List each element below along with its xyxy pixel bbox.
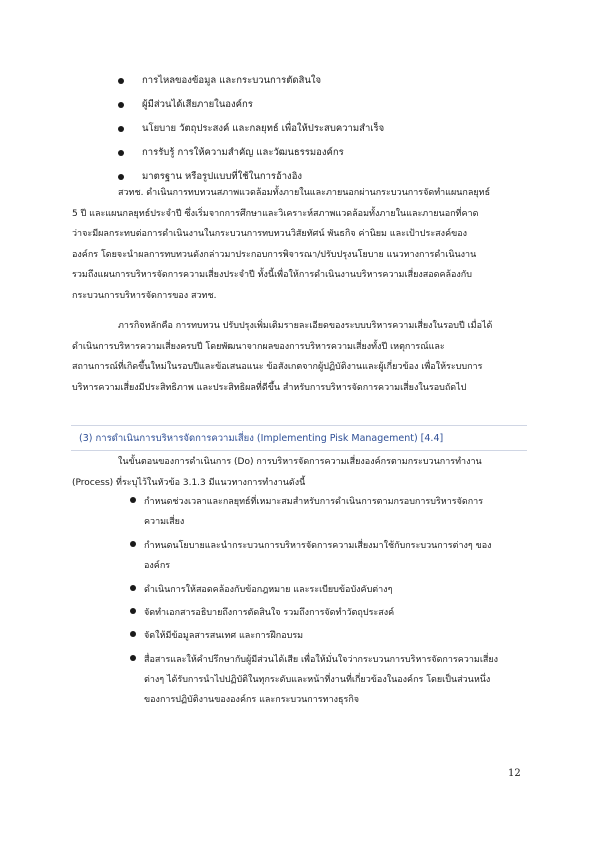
paragraph-line: รวมถึงแผนการบริหารจัดการความเสี่ยงประจำปี ทั้งนี้เพื่อให้การดำเนินงานบริหารความเสี่ยงสอดคล้องกับ: [72, 270, 472, 280]
bullet-icon: [118, 102, 124, 108]
bullet-line: ของการปฏิบัติงานขององค์กร และกระบวนการทางธุรกิจ: [144, 695, 360, 705]
section-heading-box: [71, 425, 527, 451]
list-item: [118, 146, 538, 170]
bullet-line: ความเสี่ยง: [144, 517, 185, 527]
paragraph-line: สถานการณ์ที่เกิดขึ้นใหม่ในรอบปีและข้อเสนอแนะ ข้อสังเกตจากผู้ปฏิบัติงานและผู้เกี่ยวข้อง เพื่อให้ระบบการ: [72, 362, 483, 372]
bullet-text: การรับรู้ การให้ความสำคัญ และวัฒนธรรมองค์กร: [142, 147, 344, 158]
paragraph-do-step: [72, 452, 528, 493]
paragraph-mission: [72, 316, 528, 398]
bullet-line: ต่างๆ ได้รับการนำไปปฏิบัติในทุกระดับและหน้าที่งานที่เกี่ยวข้องในองค์กร โดยเป็นส่วนหนึ่ง: [144, 675, 491, 685]
bullet-icon: [130, 585, 136, 591]
bullet-line: สื่อสารและให้คำปรึกษากับผู้มีส่วนได้เสีย เพื่อให้มั่นใจว่ากระบวนการบริหารจัดการความเสี่ยง: [144, 655, 499, 665]
page-number: 12: [508, 768, 521, 779]
paragraph-line: องค์กร โดยจะนำผลการทบทวนดังกล่าวมาประกอบการพิจารณา/ปรับปรุงนโยบาย แนวทางการดำเนินงาน: [72, 249, 477, 260]
bullet-text: มาตรฐาน หรือรูปแบบที่ใช้ในการอ้างอิง: [142, 171, 303, 182]
bullet-line: ดำเนินการให้สอดคล้องกับข้อกฎหมาย และระเบียบข้อบังคับต่างๆ: [144, 585, 393, 595]
bullet-icon: [130, 631, 136, 637]
paragraph-line: ดำเนินการบริหารความเสี่ยงครบปี โดยพัฒนาจากผลของการบริหารความเสี่ยงทั้งปี เหตุการณ์และ: [72, 341, 445, 352]
bullet-icon: [130, 655, 136, 661]
paragraph-line: 5 ปี และแผนกลยุทธ์ประจำปี ซึ่งเริ่มจากการศึกษาและวิเคราะห์สภาพแวดล้อมทั้งภายในและภายนอกที่คาด: [72, 208, 479, 219]
list-item: [118, 122, 538, 146]
bullet-text: [144, 603, 394, 623]
bullet-line: องค์กร: [144, 561, 171, 571]
paragraph-line: กระบวนการบริหารจัดการของ สวทช.: [72, 290, 217, 301]
bullet-text: [144, 580, 392, 600]
paragraph-line: ในขั้นตอนของการดำเนินการ (Do) การบริหารจัดการความเสี่ยงองค์กรตามกระบวนการทำงาน: [118, 457, 482, 467]
paragraph-line: ว่าจะมีผลกระทบต่อการดำเนินงานในกระบวนการทบทวนวิสัยทัศน์ พันธกิจ ค่านิยม และเป้าประสงค์ของ: [72, 229, 468, 239]
paragraph-line: ภารกิจหลักคือ การทบทวน ปรับปรุงเพิ่มเติมรายละเอียดของระบบบริหารความเสี่ยงในรอบปี เมื่อได้: [118, 321, 493, 331]
bullet-text: [144, 626, 303, 646]
bullet-icon: [130, 608, 136, 614]
bullet-icon: [118, 78, 124, 84]
bullet-line: จัดทำเอกสารอธิบายถึงการตัดสินใจ รวมถึงการจัดทำวัตถุประสงค์: [144, 608, 395, 618]
paragraph-line: บริหารความเสี่ยงมีประสิทธิภาพ และประสิทธิผลที่ดีขึ้น สำหรับการบริหารจัดการความเสี่ยงในรอบถัดไป: [72, 382, 467, 393]
bullet-line: กำหนดช่วงเวลาและกลยุทธ์ที่เหมาะสมสำหรับการดำเนินการตามกรอบการบริหารจัดการ: [144, 497, 484, 507]
bullet-text: ผู้มีส่วนได้เสียภายในองค์กร: [142, 99, 253, 110]
list-item: [118, 74, 538, 98]
bullet-icon: [118, 174, 124, 180]
bullet-text: [144, 536, 492, 576]
bullet-icon: [118, 126, 124, 132]
bullet-icon: [130, 541, 136, 547]
top-bullet-list: [118, 74, 538, 194]
bullet-icon: [130, 497, 136, 503]
paragraph-line: (Process) ที่ระบุไว้ในหัวข้อ 3.1.3 มีแนวทางการทำงานดังนี้: [72, 477, 306, 488]
bullet-icon: [118, 150, 124, 156]
list-item: [118, 98, 538, 122]
bullet-line: จัดให้มีข้อมูลสารสนเทศ และการฝึกอบรม: [144, 631, 304, 641]
bullet-text: [144, 492, 483, 532]
bullet-text: การไหลของข้อมูล และกระบวนการตัดสินใจ: [142, 75, 322, 86]
section-heading: (3) การดำเนินการบริหารจัดการความเสี่ยง (Implementing Pisk Management) [4.4]: [79, 433, 444, 444]
bullet-text: [144, 650, 498, 710]
bullet-line: กำหนดนโยบายและนำกระบวนการบริหารจัดการความเสี่ยงมาใช้กับกระบวนการต่างๆ ของ: [144, 541, 492, 551]
paragraph-line: สวทช. ดำเนินการทบทวนสภาพแวดล้อมทั้งภายในและภายนอกผ่านกระบวนการจัดทำแผนกลยุทธ์: [118, 188, 491, 198]
paragraph-review: [72, 183, 528, 306]
bullet-text: นโยบาย วัตถุประสงค์ และกลยุทธ์ เพื่อให้ประสบความสำเร็จ: [142, 123, 385, 134]
